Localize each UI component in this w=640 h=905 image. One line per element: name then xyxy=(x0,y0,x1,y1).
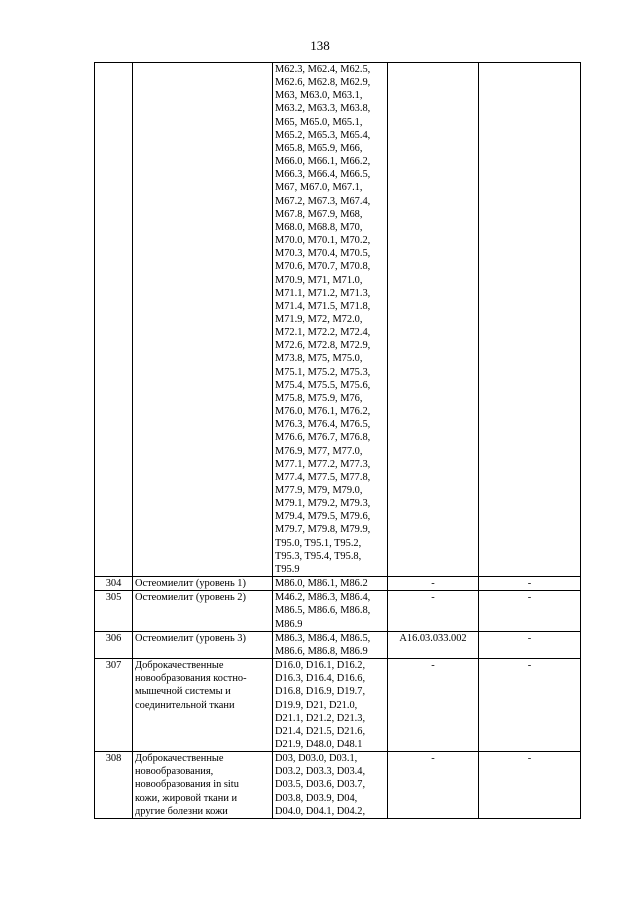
row-number: 306 xyxy=(95,631,133,658)
table-row xyxy=(95,752,581,819)
service-code xyxy=(388,63,479,577)
diagnosis-codes: M86.3, M86.4, M86.5, M86.6, M86.8, M86.9 xyxy=(273,631,388,658)
diagnosis-codes: D16.0, D16.1, D16.2, D16.3, D16.4, D16.6, D16.8, D16.9, D19.7, D19.9, D21, D21.0, D21.1, D21.2, D21.3, D21.4, D21.5, D21.6, D21.9, D48.0, D48.1 xyxy=(273,659,388,752)
group-name: Остеомиелит (уровень 2) xyxy=(133,591,273,631)
diagnosis-codes: D03, D03.0, D03.1, D03.2, D03.3, D03.4, D03.5, D03.6, D03.7, D03.8, D03.9, D04, D04.0, D04.1, D04.2, xyxy=(273,752,388,819)
row-number: 307 xyxy=(95,659,133,752)
diagnosis-codes-table xyxy=(94,62,581,819)
group-name xyxy=(133,63,273,577)
diagnosis-codes: M86.0, M86.1, M86.2 xyxy=(273,577,388,591)
row-number xyxy=(95,63,133,577)
diagnosis-codes: M62.3, M62.4, M62.5, M62.6, M62.8, M62.9, M63, M63.0, M63.1, M63.2, M63.3, M63.8, M65, M65.0, M65.1, M65.2, M65.3, M65.4, M65.8, M65.9, M66, M66.0, M66.1, M66.2, M66.3, M66.4, M66.5, M67, M67.0, M67.1, M67.2, M67.3, M67.4, M67.8, M67.9, M68, M68.0, M68.8, M70, M70.0, M70.1, M70.2, M70.3, M70.4, M70.5, M70.6, M70.7, M70.8, M70.9, M71, M71.0, M71.1, M71.2, M71.3, M71.4, M71.5, M71.8, M71.9, M72, M72.0, M72.1, M72.2, M72.4, M72.6, M72.8, M72.9, M73.8, M75, M75.0, M75.1, M75.2, M75.3, M75.4, M75.5, M75.6, M75.8, M75.9, M76, M76.0, M76.1, M76.2, M76.3, M76.4, M76.5, M76.6, M76.7, M76.8, M76.9, M77, M77.0, M77.1, M77.2, M77.3, M77.4, M77.5, M77.8, M77.9, M79, M79.0, M79.1, M79.2, M79.3, M79.4, M79.5, M79.6, M79.7, M79.8, M79.9, T95.0, T95.1, T95.2, T95.3, T95.4, T95.8, T95.9 xyxy=(273,63,388,577)
service-code: - xyxy=(388,659,479,752)
group-name: Доброкачественные новообразования, новообразования in situ кожи, жировой ткани и другие болезни кожи xyxy=(133,752,273,819)
row-number: 304 xyxy=(95,577,133,591)
service-code: - xyxy=(388,752,479,819)
extra-criterion: - xyxy=(479,752,581,819)
row-number: 305 xyxy=(95,591,133,631)
table-row xyxy=(95,631,581,658)
service-code: A16.03.033.002 xyxy=(388,631,479,658)
service-code: - xyxy=(388,591,479,631)
service-code: - xyxy=(388,577,479,591)
table-row xyxy=(95,577,581,591)
row-number: 308 xyxy=(95,752,133,819)
table-row xyxy=(95,591,581,631)
extra-criterion: - xyxy=(479,631,581,658)
extra-criterion xyxy=(479,63,581,577)
group-name: Остеомиелит (уровень 1) xyxy=(133,577,273,591)
extra-criterion: - xyxy=(479,659,581,752)
table-row xyxy=(95,659,581,752)
page-number: 138 xyxy=(310,38,330,53)
extra-criterion: - xyxy=(479,591,581,631)
group-name: Доброкачественные новообразования костно- мышечной системы и соединительной ткани xyxy=(133,659,273,752)
table-row xyxy=(95,63,581,577)
diagnosis-codes: M46.2, M86.3, M86.4, M86.5, M86.6, M86.8, M86.9 xyxy=(273,591,388,631)
extra-criterion: - xyxy=(479,577,581,591)
group-name: Остеомиелит (уровень 3) xyxy=(133,631,273,658)
